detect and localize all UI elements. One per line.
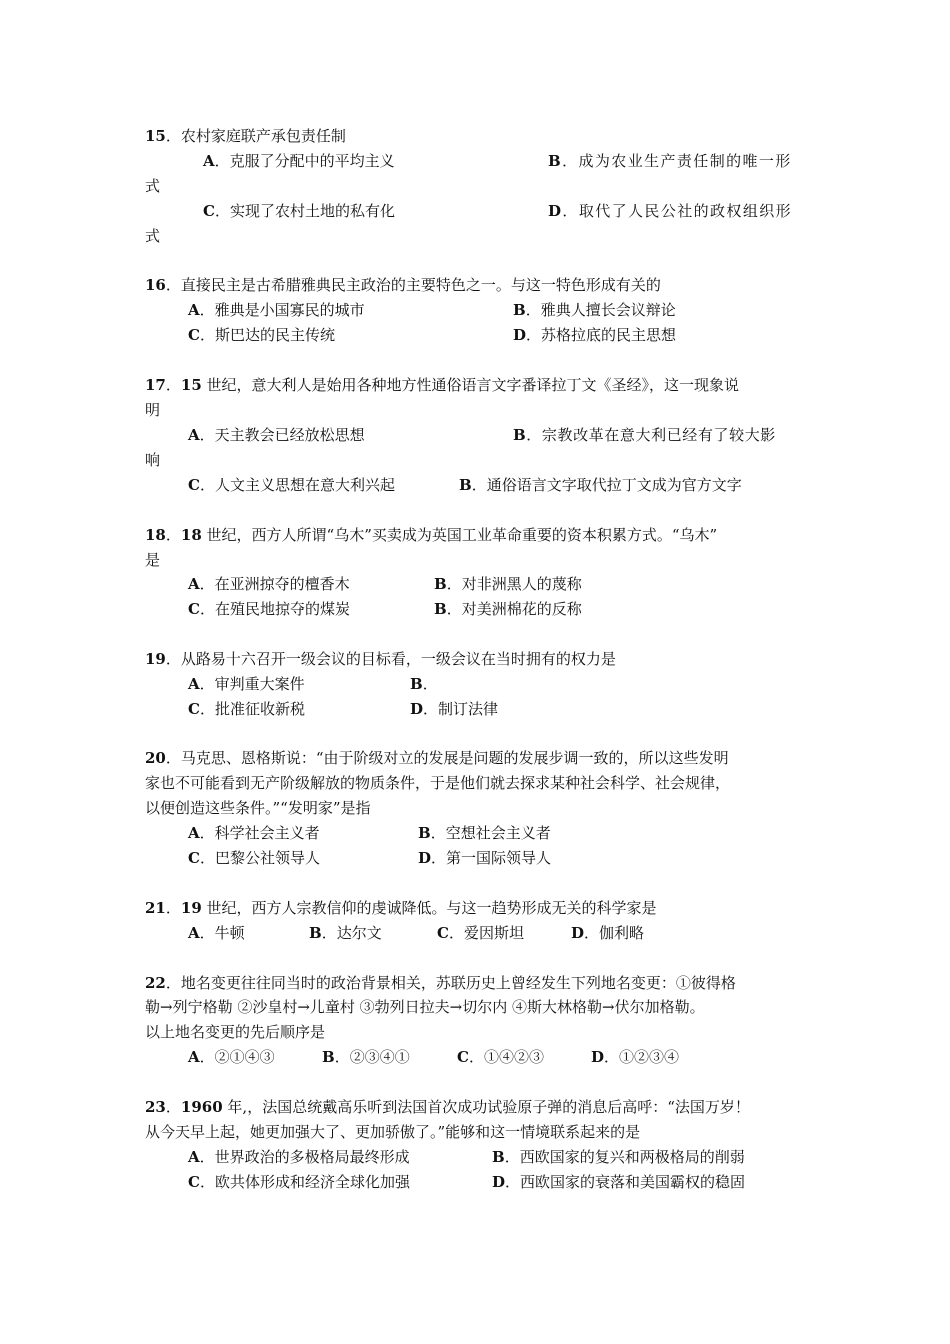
option-letter: B bbox=[322, 1048, 335, 1066]
option-b: B． bbox=[410, 675, 438, 693]
option-text: 爱因斯坦 bbox=[463, 924, 524, 942]
option-letter: B bbox=[410, 675, 423, 693]
option-c: C．欧共体形成和经济全球化加强 bbox=[188, 1173, 410, 1191]
option-text: 达尔文 bbox=[336, 924, 382, 942]
option-text: 批准征收新税 bbox=[214, 700, 305, 718]
stem-number: 1960 bbox=[180, 1098, 223, 1116]
option-a: A．在亚洲掠夺的檀香木 bbox=[188, 575, 350, 593]
option-text: 苏格拉底的民主思想 bbox=[541, 326, 677, 344]
question-number: 22 bbox=[145, 974, 166, 992]
option-d-wrap: 式 bbox=[145, 227, 161, 245]
stem-number: 18 bbox=[180, 526, 202, 544]
option-text: 对美洲棉花的反称 bbox=[461, 600, 582, 618]
question-number: 19 bbox=[145, 650, 166, 668]
option-b: B．②③④① bbox=[322, 1048, 410, 1066]
option-b: B．空想社会主义者 bbox=[418, 824, 551, 842]
option-a: A．克服了分配中的平均主义 bbox=[203, 152, 395, 170]
question-number: 23 bbox=[145, 1098, 166, 1116]
option-d: D．第一国际领导人 bbox=[418, 849, 552, 867]
option-text: 西欧国家的复兴和两极格局的削弱 bbox=[519, 1148, 745, 1166]
stem-text: 农村家庭联产承包责任制 bbox=[180, 127, 346, 145]
option-text: 西欧国家的衰落和美国霸权的稳固 bbox=[520, 1173, 746, 1191]
option-text: 世界政治的多极格局最终形成 bbox=[214, 1148, 410, 1166]
option-b: B．宗教改革在意大利已经有了较大影 bbox=[513, 426, 776, 444]
option-letter: D bbox=[571, 924, 585, 942]
question-stem: 20．马克思、恩格斯说：“由于阶级对立的发展是问题的发展步调一致的，所以这些发明 bbox=[145, 749, 729, 767]
option-b-second: B．对美洲棉花的反称 bbox=[434, 600, 582, 618]
option-text: 牛顿 bbox=[214, 924, 245, 942]
stem-text: 从路易十六召开一级会议的目标看，一级会议在当时拥有的权力是 bbox=[180, 650, 616, 668]
option-text: 科学社会主义者 bbox=[214, 824, 320, 842]
option-letter: D bbox=[548, 202, 563, 220]
question-stem: 21．19 世纪，西方人宗教信仰的虔诚降低。与这一趋势形成无关的科学家是 bbox=[145, 899, 657, 917]
option-text: 在亚洲掠夺的檀香木 bbox=[214, 575, 350, 593]
option-letter: D bbox=[410, 700, 424, 718]
option-letter: A bbox=[188, 1148, 200, 1166]
stem-text: 世纪，意大利人是始用各种地方性通俗语言文字番译拉丁文《圣经》，这一现象说 bbox=[206, 376, 740, 394]
option-text: 雅典是小国寡民的城市 bbox=[214, 301, 365, 319]
stem-line-2: 家也不可能看到无产阶级解放的物质条件，于是他们就去探求某种社会科学、社会规律， bbox=[145, 774, 731, 792]
option-text: 人文主义思想在意大利兴起 bbox=[214, 476, 395, 494]
option-a: A．②①④③ bbox=[188, 1048, 275, 1066]
option-text: 斯巴达的民主传统 bbox=[214, 326, 335, 344]
stem-number: 15 bbox=[180, 376, 202, 394]
option-letter: C bbox=[457, 1048, 469, 1066]
option-d: D．取代了人民公社的政权组织形 bbox=[548, 202, 793, 220]
stem-number: 19 bbox=[180, 899, 202, 917]
option-letter: C bbox=[188, 326, 200, 344]
option-text: 实现了农村土地的私有化 bbox=[229, 202, 395, 220]
option-letter: A bbox=[203, 152, 215, 170]
option-b: B．雅典人擅长会议辩论 bbox=[513, 301, 676, 319]
option-text: 对非洲黑人的蔑称 bbox=[461, 575, 582, 593]
option-letter: B bbox=[418, 824, 431, 842]
question-number: 20 bbox=[145, 749, 166, 767]
option-letter: B bbox=[548, 152, 563, 170]
option-text: 成为农业生产责任制的唯一形 bbox=[578, 152, 792, 170]
option-text: ①④②③ bbox=[483, 1048, 544, 1066]
option-d: D．①②③④ bbox=[591, 1048, 680, 1066]
option-d: D．苏格拉底的民主思想 bbox=[513, 326, 677, 344]
option-letter: A bbox=[188, 924, 200, 942]
option-text: ②①④③ bbox=[214, 1048, 275, 1066]
question-number: 15 bbox=[145, 127, 166, 145]
option-letter: C bbox=[203, 202, 215, 220]
option-text: 审判重大案件 bbox=[214, 675, 305, 693]
option-c: C．巴黎公社领导人 bbox=[188, 849, 320, 867]
question-number: 16 bbox=[145, 276, 166, 294]
question-number: 17 bbox=[145, 376, 166, 394]
option-letter: D bbox=[492, 1173, 506, 1191]
option-letter: B bbox=[309, 924, 322, 942]
option-text: 克服了分配中的平均主义 bbox=[229, 152, 395, 170]
option-a: A．审判重大案件 bbox=[188, 675, 305, 693]
option-a: A．科学社会主义者 bbox=[188, 824, 320, 842]
option-a: A．雅典是小国寡民的城市 bbox=[188, 301, 365, 319]
question-stem: 15．农村家庭联产承包责任制 bbox=[145, 127, 346, 145]
stem-text: 马克思、恩格斯说：“由于阶级对立的发展是问题的发展步调一致的，所以这些发明 bbox=[180, 749, 729, 767]
option-text: ①②③④ bbox=[619, 1048, 680, 1066]
option-letter: C bbox=[188, 600, 200, 618]
option-text: 通俗语言文字取代拉丁文成为官方文字 bbox=[486, 476, 742, 494]
option-letter: C bbox=[188, 700, 200, 718]
option-letter: D bbox=[591, 1048, 605, 1066]
option-letter: A bbox=[188, 1048, 200, 1066]
question-stem: 17．15 世纪，意大利人是始用各种地方性通俗语言文字番译拉丁文《圣经》，这一现象说 bbox=[145, 376, 740, 394]
option-b-second: B．通俗语言文字取代拉丁文成为官方文字 bbox=[459, 476, 742, 494]
option-b-wrap: 式 bbox=[145, 177, 161, 195]
question-stem: 16．直接民主是古希腊雅典民主政治的主要特色之一。与这一特色形成有关的 bbox=[145, 276, 661, 294]
option-text: 宗教改革在意大利已经有了较大影 bbox=[541, 426, 776, 444]
option-text: 雅典人擅长会议辩论 bbox=[540, 301, 676, 319]
option-letter: B bbox=[434, 600, 447, 618]
option-d: D．西欧国家的衰落和美国霸权的稳固 bbox=[492, 1173, 746, 1191]
option-text: 巴黎公社领导人 bbox=[214, 849, 320, 867]
option-letter: B bbox=[513, 301, 526, 319]
option-letter: B bbox=[513, 426, 527, 444]
option-letter: C bbox=[188, 476, 200, 494]
option-a: A．世界政治的多极格局最终形成 bbox=[188, 1148, 410, 1166]
question-stem: 19．从路易十六召开一级会议的目标看，一级会议在当时拥有的权力是 bbox=[145, 650, 616, 668]
option-text: 空想社会主义者 bbox=[445, 824, 551, 842]
option-text: 欧共体形成和经济全球化加强 bbox=[214, 1173, 410, 1191]
option-b: B．对非洲黑人的蔑称 bbox=[434, 575, 582, 593]
option-text: 取代了人民公社的政权组织形 bbox=[578, 202, 793, 220]
option-letter: A bbox=[188, 426, 200, 444]
option-c: C．实现了农村土地的私有化 bbox=[203, 202, 395, 220]
question-stem: 23．1960 年,，法国总统戴高乐听到法国首次成功试验原子弹的消息后高呼：“法国万岁！ bbox=[145, 1098, 750, 1116]
option-c: C．①④②③ bbox=[457, 1048, 544, 1066]
question-stem: 22．地名变更往往同当时的政治背景相关，苏联历史上曾经发生下列地名变更：①彼得格 bbox=[145, 974, 736, 992]
stem-line-3: 以上地名变更的先后顺序是 bbox=[145, 1023, 326, 1041]
option-a: A．天主教会已经放松思想 bbox=[188, 426, 365, 444]
option-letter: A bbox=[188, 575, 200, 593]
option-c: C．爱因斯坦 bbox=[437, 924, 524, 942]
option-letter: D bbox=[418, 849, 432, 867]
option-d: D．制订法律 bbox=[410, 700, 499, 718]
option-letter: B bbox=[459, 476, 472, 494]
question-number: 21 bbox=[145, 899, 166, 917]
option-a: A．牛顿 bbox=[188, 924, 245, 942]
stem-text: 直接民主是古希腊雅典民主政治的主要特色之一。与这一特色形成有关的 bbox=[180, 276, 661, 294]
option-text: 伽利略 bbox=[599, 924, 645, 942]
option-letter: C bbox=[437, 924, 449, 942]
option-text: 天主教会已经放松思想 bbox=[214, 426, 365, 444]
option-letter: A bbox=[188, 675, 200, 693]
option-letter: B bbox=[434, 575, 447, 593]
option-c: C．在殖民地掠夺的煤炭 bbox=[188, 600, 350, 618]
option-text: 在殖民地掠夺的煤炭 bbox=[214, 600, 350, 618]
option-letter: C bbox=[188, 849, 200, 867]
option-b: B．西欧国家的复兴和两极格局的削弱 bbox=[492, 1148, 745, 1166]
option-letter: C bbox=[188, 1173, 200, 1191]
option-d: D．伽利略 bbox=[571, 924, 645, 942]
question-number: 18 bbox=[145, 526, 166, 544]
stem-text: 世纪，西方人宗教信仰的虔诚降低。与这一趋势形成无关的科学家是 bbox=[206, 899, 657, 917]
stem-line-2: 从今天早上起，她更加强大了、更加骄傲了。”能够和这一情境联系起来的是 bbox=[145, 1123, 641, 1141]
option-b: B．成为农业生产责任制的唯一形 bbox=[548, 152, 792, 170]
stem-wrap: 是 bbox=[145, 551, 161, 569]
option-text: 第一国际领导人 bbox=[446, 849, 552, 867]
option-letter: B bbox=[492, 1148, 505, 1166]
stem-wrap: 明 bbox=[145, 401, 161, 419]
stem-line-3: 以便创造这些条件。”“发明家”是指 bbox=[145, 799, 371, 817]
option-text: 制订法律 bbox=[438, 700, 499, 718]
option-letter: A bbox=[188, 301, 200, 319]
option-c: C．斯巴达的民主传统 bbox=[188, 326, 335, 344]
stem-line-2: 勒→列宁格勒 ②沙皇村→儿童村 ③勃列日拉夫→切尔内 ④斯大林格勒→伏尔加格勒。 bbox=[145, 998, 705, 1016]
option-text: ②③④① bbox=[349, 1048, 410, 1066]
option-b-wrap: 响 bbox=[145, 451, 161, 469]
option-c: C．人文主义思想在意大利兴起 bbox=[188, 476, 395, 494]
option-b: B．达尔文 bbox=[309, 924, 382, 942]
stem-text: 地名变更往往同当时的政治背景相关，苏联历史上曾经发生下列地名变更：①彼得格 bbox=[180, 974, 736, 992]
question-stem: 18．18 世纪，西方人所谓“乌木”买卖成为英国工业革命重要的资本积累方式。“乌木” bbox=[145, 526, 718, 544]
option-letter: A bbox=[188, 824, 200, 842]
option-letter: D bbox=[513, 326, 527, 344]
option-c: C．批准征收新税 bbox=[188, 700, 305, 718]
stem-text: 年,，法国总统戴高乐听到法国首次成功试验原子弹的消息后高呼：“法国万岁！ bbox=[227, 1098, 750, 1116]
stem-text: 世纪，西方人所谓“乌木”买卖成为英国工业革命重要的资本积累方式。“乌木” bbox=[206, 526, 718, 544]
